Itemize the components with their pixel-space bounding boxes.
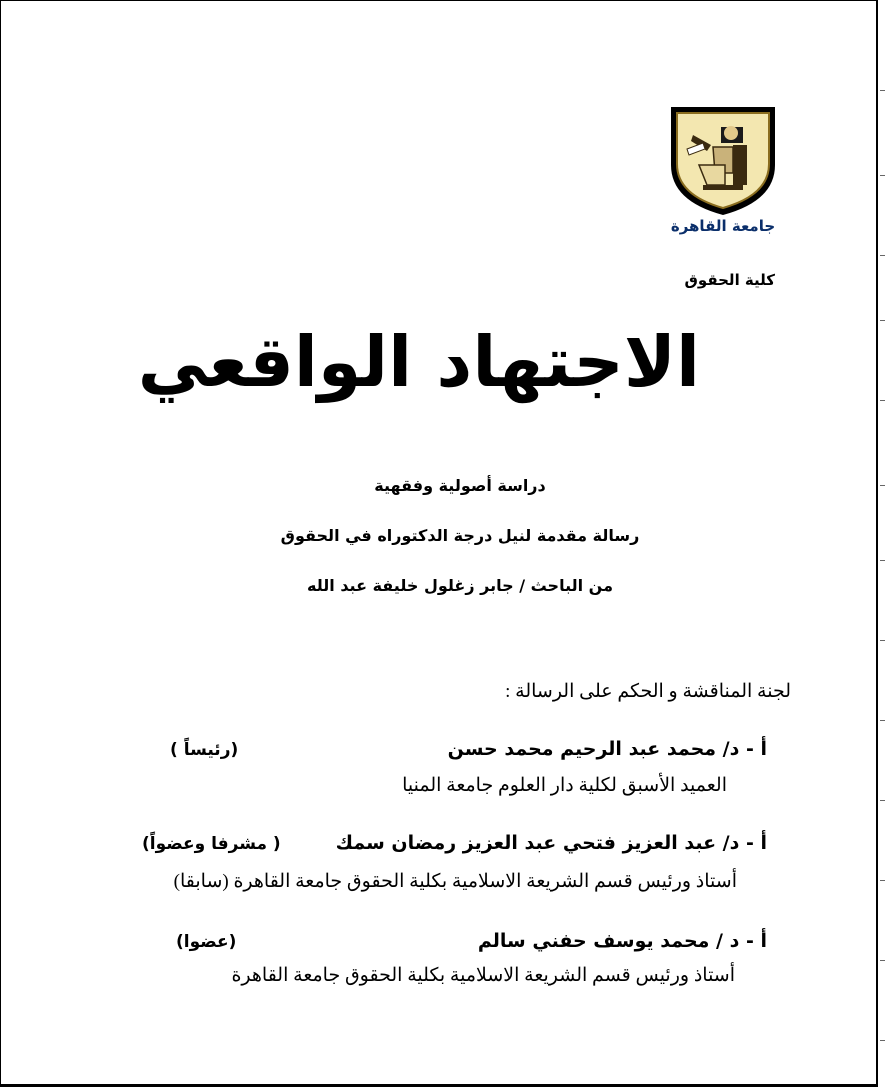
committee-member-name: أ - د / محمد يوسف حفني سالم — [477, 930, 767, 952]
cairo-university-seal-icon — [663, 103, 783, 243]
committee-member-role: ( مشرفا وعضواً) — [142, 834, 281, 854]
page-edge-marks — [878, 0, 885, 1089]
thesis-subtitle: دراسة أصولية وفقهية — [374, 476, 546, 495]
committee-member-description: أستاذ ورئيس قسم الشريعة الاسلامية بكلية الحقوق جامعة القاهرة (سابقا) — [173, 871, 737, 892]
svg-text:جامعة القاهرة: جامعة القاهرة — [670, 217, 776, 235]
committee-member-description: أستاذ ورئيس قسم الشريعة الاسلامية بكلية الحقوق جامعة القاهرة — [231, 965, 735, 986]
committee-member-description: العميد الأسبق لكلية دار العلوم جامعة المنيا — [402, 775, 727, 796]
university-logo — [663, 103, 783, 243]
committee-member-name: أ - د/ عبد العزيز فتحي عبد العزيز رمضان سمك — [335, 832, 767, 854]
degree-statement: رسالة مقدمة لنيل درجة الدكتوراه في الحقوق — [280, 526, 640, 545]
faculty-name: كلية الحقوق — [684, 271, 775, 289]
committee-member-name: أ - د/ محمد عبد الرحيم محمد حسن — [447, 738, 767, 760]
researcher-name: من الباحث / جابر زغلول خليفة عبد الله — [307, 576, 613, 595]
committee-member-role: (عضوا) — [176, 932, 237, 952]
thesis-title: الاجتهاد الواقعي — [137, 321, 700, 403]
committee-member-role: (رئيساً ) — [170, 740, 239, 760]
committee-heading: لجنة المناقشة و الحكم على الرسالة : — [505, 681, 791, 702]
